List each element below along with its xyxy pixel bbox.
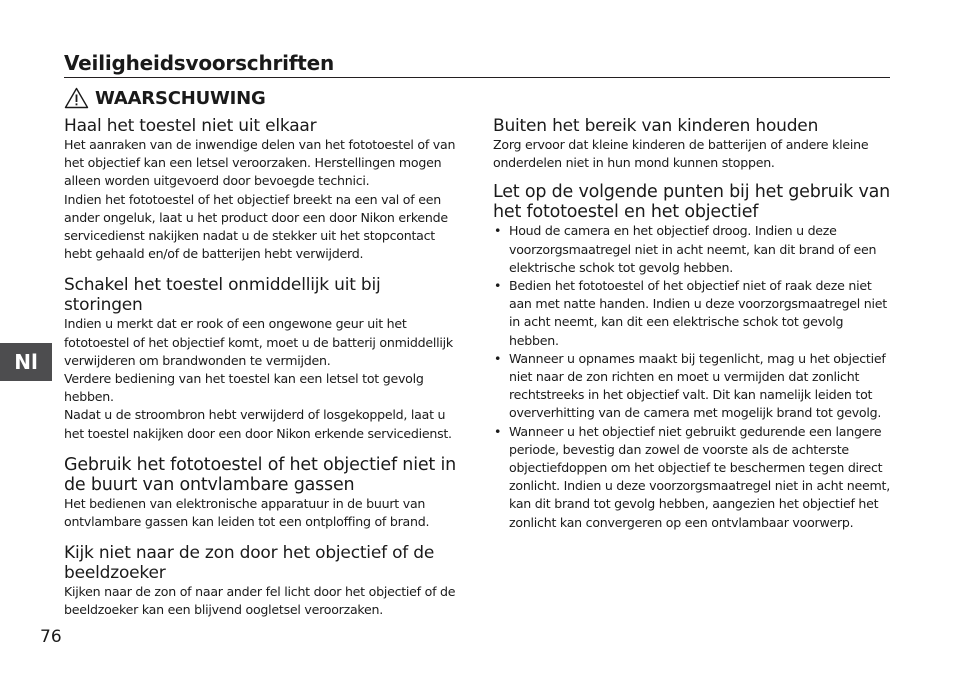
warning-label: WAARSCHUWING: [95, 87, 266, 109]
section-malfunction: [64, 275, 464, 442]
list-item: • Houd de camera en het objectief droog. Indien u deze voorzorgsmaatregel niet in acht neemt, kan dit brand of een elektrische schok tot gevolg hebben.: [493, 222, 893, 277]
precautions-list: [493, 222, 893, 531]
section-heading: Schakel het toestel onmiddellijk uit bij storingen: [64, 275, 381, 316]
section-disassembly: [64, 116, 464, 263]
section-paragraph: Het bedienen van elektronische apparatuur in de buurt van ontvlambare gassen kan leiden tot een ontploffing of brand.: [64, 495, 430, 530]
section-sun: [64, 543, 464, 619]
right-column: [493, 116, 893, 544]
section-paragraph: Verdere bediening van het toestel kan een letsel tot gevolg hebben.: [64, 371, 424, 405]
section-paragraph: Kijken naar de zon of naar ander fel licht door het objectief of de beeldzoeker kan een blijvend oogletsel veroorzaken.: [64, 584, 456, 618]
section-paragraph: Indien u merkt dat er rook of een ongewone geur uit het fototoestel of het objectief komt, moet u de batterij onmiddellijk verwijderen om brandwonden te vermijden.: [64, 316, 453, 368]
left-column: [64, 116, 464, 632]
page-title: Veiligheidsvoorschriften: [64, 51, 335, 75]
title-divider: [64, 77, 890, 78]
list-item: • Wanneer u het objectief niet gebruikt gedurende een langere periode, bevestig dan zowel de voorste als de achterste objectiefdoppen om het objectief te beschermen tegen direct zonlicht. Indien u deze voorzorgsmaatregel niet in acht neemt, kan dit brand tot gevolg hebben, aangezien het objectief het zonlicht kan convergeren op een ontvlambaar voorwerp.: [493, 423, 893, 532]
list-item: • Bedien het fototoestel of het objectief niet of raak deze niet aan met natte handen. Indien u deze voorzorgsmaatregel niet in acht neemt, kan dit een elektrische schok tot gevolg hebben.: [493, 277, 893, 350]
section-heading: Buiten het bereik van kinderen houden: [493, 116, 819, 136]
warning-heading: [64, 87, 266, 109]
section-heading: Let op de volgende punten bij het gebruik van het fototoestel en het objectief: [493, 182, 891, 223]
warning-triangle-icon: [64, 87, 89, 109]
section-heading: Kijk niet naar de zon door het objectief of de beeldzoeker: [64, 543, 435, 584]
list-item: • Wanneer u opnames maakt bij tegenlicht, mag u het objectief niet naar de zon richten en moet u vermijden dat zonlicht rechtstreeks in het objectief valt. Dit kan namelijk leiden tot oververhitting van de camera met mogelijk brand tot gevolg.: [493, 350, 893, 423]
language-tab: Nl: [0, 343, 52, 381]
section-heading: Gebruik het fototoestel of het objectief niet in de buurt van ontvlambare gassen: [64, 454, 456, 495]
section-paragraph: Het aanraken van de inwendige delen van het fototoestel of van het objectief kan een letsel veroorzaken. Herstellingen mogen alleen worden uitgevoerd door bevoegde technici.: [64, 137, 456, 189]
section-children: [493, 116, 893, 172]
page-number: 76: [40, 627, 62, 647]
section-flammable-gas: [64, 455, 464, 531]
section-paragraph: Indien het fototoestel of het objectief breekt na een val of een ander ongeluk, laat u het product door een door Nikon erkende servicedienst nakijken nadat u de stekker uit het stopcontact hebt gehaald en/of de batterijen hebt verwijderd.: [64, 191, 448, 262]
section-paragraph: Zorg ervoor dat kleine kinderen de batterijen of andere kleine onderdelen niet in hun mond kunnen stoppen.: [493, 137, 869, 171]
section-precautions: [493, 182, 893, 531]
section-paragraph: Nadat u de stroombron hebt verwijderd of losgekoppeld, laat u het toestel nakijken door een door Nikon erkende servicedienst.: [64, 407, 452, 441]
section-heading: Haal het toestel niet uit elkaar: [64, 116, 317, 136]
